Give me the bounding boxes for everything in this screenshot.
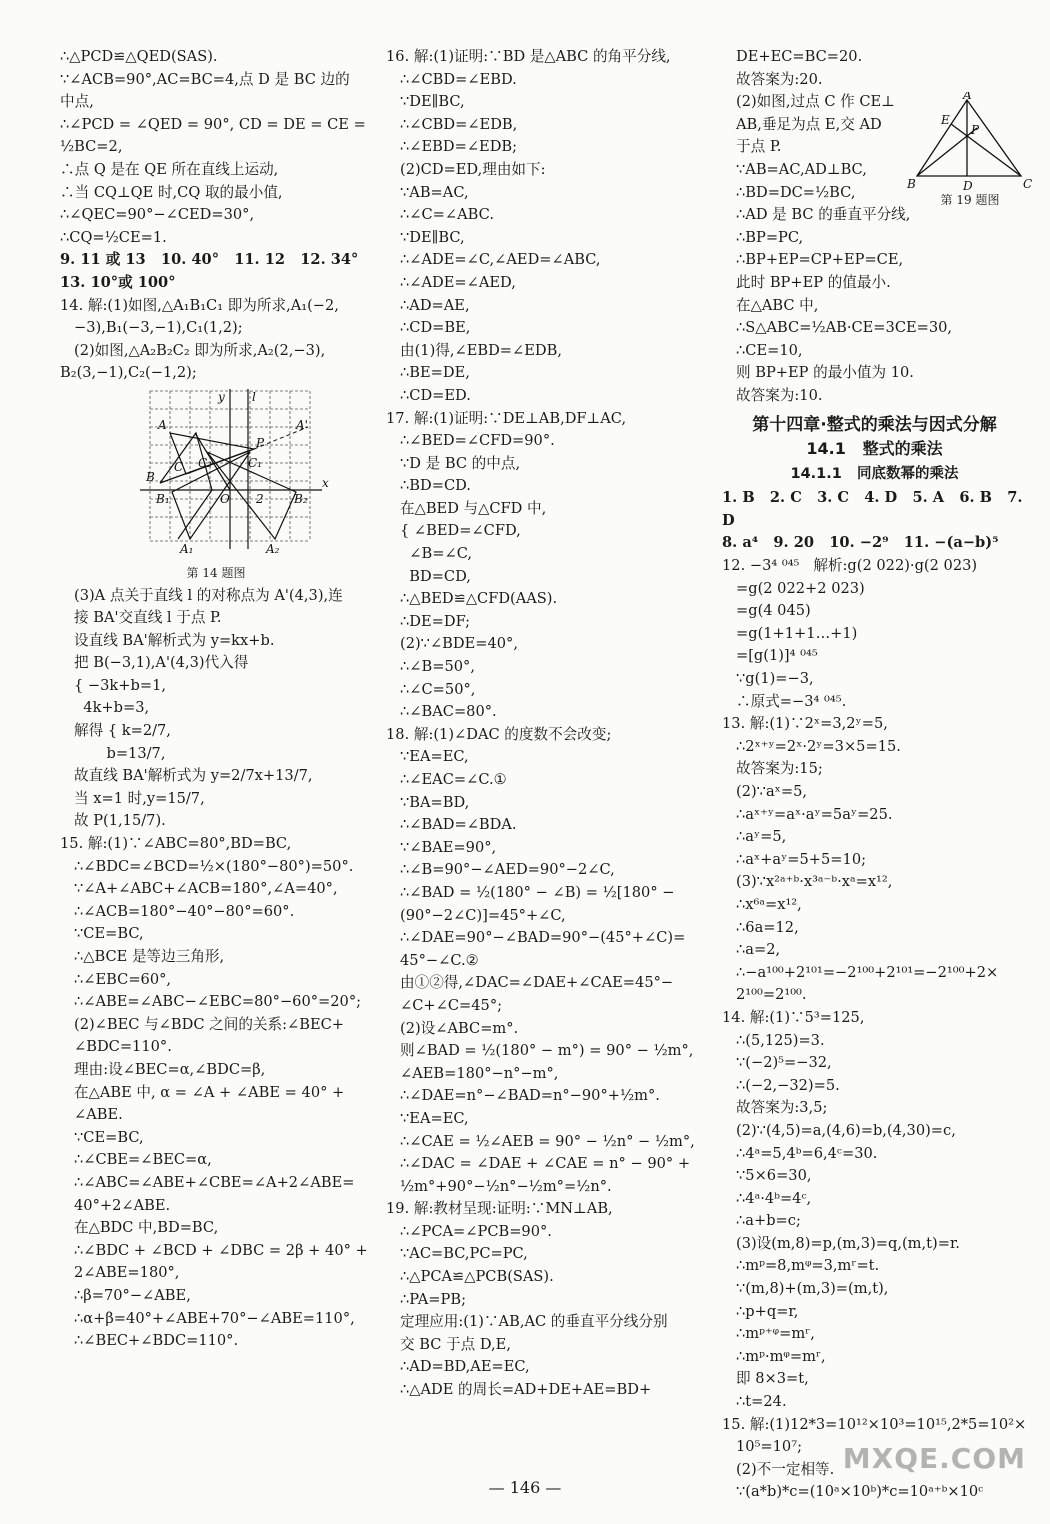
text-line: 在△BED 与△CFD 中, <box>400 499 547 517</box>
text-line: ∴CD=BE, <box>400 319 471 337</box>
text-line: (90°−2∠C)]=45°+∠C, <box>400 906 566 924</box>
question-18-start: 18. 解:(1)∠DAC 的度数不会改变; <box>386 725 612 743</box>
answer-line: 9. 11 或 13 10. 40° 11. 12 12. 34° <box>60 251 359 269</box>
text-line: ½m°+90°−½n°−½m°=½n°. <box>400 1177 612 1195</box>
text-line: 在△ABE 中, α = ∠A + ∠ABE = 40° + <box>74 1083 345 1101</box>
question-14-answer-start: 14. 解:(1)∵5³=125, <box>722 1008 865 1026</box>
text-line: 2∠ABE=180°, <box>74 1264 180 1282</box>
page-number: — 146 — <box>488 1478 562 1497</box>
text-line: ∴PA=PB; <box>400 1290 466 1308</box>
text-line: ∴α+β=40°+∠ABE+70°−∠ABE=110°, <box>74 1309 355 1327</box>
text-line: ∴mᵖ·mᵠ=mʳ, <box>736 1347 826 1365</box>
text-line: ∴∠B=90°−∠AED=90°−2∠C, <box>400 861 615 879</box>
text-line: =g(4 045) <box>736 602 811 620</box>
text-line: 故答案为:10. <box>736 386 823 404</box>
text-line: ∴AD=BD,AE=EC, <box>400 1358 530 1376</box>
text-line: AB,垂足为点 E,交 AD <box>736 115 882 133</box>
text-line: ∴△ADE 的周长=AD+DE+AE=BD+ <box>400 1381 652 1399</box>
text-line: ∵g(1)=−3, <box>736 670 814 688</box>
text-line: 故答案为:20. <box>736 70 823 88</box>
label-a-prime: A' <box>296 417 308 432</box>
text-line: ∴∠C=50°, <box>400 680 476 698</box>
text-line: ∴∠DAE=90°−∠BAD=90°−(45°+∠C)= <box>400 929 686 947</box>
text-line: 由①②得,∠DAC=∠DAE+∠CAE=45°− <box>400 974 674 992</box>
label-b2: B₂ <box>294 491 308 506</box>
text-line: ∴∠BAD = ½(180° − ∠B) = ½[180° − <box>400 883 675 901</box>
text-line: ∴∠ABE=∠ABC−∠EBC=80°−60°=20°; <box>74 993 362 1011</box>
text-line: ∴∠CBD=∠EDB, <box>400 115 518 133</box>
label-l: l <box>252 389 256 404</box>
label-b: B <box>146 469 155 484</box>
text-line: (2)不一定相等. <box>736 1460 835 1478</box>
text-line: ∴△PCA≌△PCB(SAS). <box>400 1268 554 1286</box>
text-line: ∴4ᵃ=5,4ᵇ=6,4ᶜ=30. <box>736 1144 878 1162</box>
text-line: ∵AC=BC,PC=PC, <box>400 1245 528 1263</box>
text-line: ∴AD 是 BC 的垂直平分线, <box>736 206 911 224</box>
text-line: (2)CD=ED,理由如下: <box>400 160 546 178</box>
figure-14-caption: 第 14 题图 <box>186 565 246 580</box>
text-line: (2)如图,△A₂B₂C₂ 即为所求,A₂(2,−3), <box>74 341 326 359</box>
watermark: MXQE.COM <box>842 1442 1026 1475</box>
text-line: ∴∠ADE=∠AED, <box>400 273 516 291</box>
equation-line: BD=CD, <box>400 567 471 585</box>
text-line: (3)设(m,8)=p,(m,3)=q,(m,t)=r. <box>736 1234 960 1252</box>
text-line: 故直线 BA'解析式为 y=2/7x+13/7, <box>74 767 313 785</box>
text-line: 当 x=1 时,y=15/7, <box>74 789 205 807</box>
text-line: ∴BP+EP=CP+EP=CE, <box>736 251 904 269</box>
text-line: 在△ABC 中, <box>736 296 819 314</box>
text-line: ∴−a¹⁰⁰+2¹⁰¹=−2¹⁰⁰+2¹⁰¹=−2¹⁰⁰+2× <box>736 963 999 981</box>
text-line: ∵AB=AC, <box>400 183 469 201</box>
text-line: ∴∠BAC=80°. <box>400 703 497 721</box>
text-line: 定理应用:(1)∵AB,AC 的垂直平分线分别 <box>400 1313 668 1331</box>
question-14-start: 14. 解:(1)如图,△A₁B₁C₁ 即为所求,A₁(−2, <box>60 296 339 314</box>
answer-line: 1. B 2. C 3. C 4. D 5. A 6. B 7. D <box>722 489 1028 529</box>
text-line: ∴∠BDC=∠BCD=½×(180°−80°)=50°. <box>74 857 354 875</box>
fig19-label-a: A <box>963 92 972 102</box>
text-line: ∵DE∥BC, <box>400 228 465 246</box>
fig19-label-b: B <box>907 177 916 191</box>
text-line: (3)∵x²ᵃ⁺ᵇ·x³ᵃ⁻ᵇ·xᵃ=x¹², <box>736 873 893 891</box>
text-line: ∴DE=DF; <box>400 612 471 630</box>
text-line: ½BC=2, <box>60 138 123 156</box>
text-line: ∴CD=ED. <box>400 386 471 404</box>
fig19-label-c: C <box>1023 177 1033 191</box>
text-line: 理由:设∠BEC=α,∠BDC=β, <box>74 1060 266 1078</box>
text-line: 即 8×3=t, <box>736 1370 809 1388</box>
label-x: x <box>322 475 329 490</box>
text-line: 故答案为:15; <box>736 760 823 778</box>
text-line: ∴∠CBE=∠BEC=α, <box>74 1151 212 1169</box>
text-line: ∴∠CBD=∠EBD. <box>400 70 517 88</box>
text-line: ∴当 CQ⊥QE 时,CQ 取的最小值, <box>60 183 283 201</box>
text-line: 2¹⁰⁰=2¹⁰⁰. <box>736 986 807 1004</box>
text-line: 故答案为:3,5; <box>736 1099 828 1117</box>
text-line: ∵CE=BC, <box>74 1128 144 1146</box>
text-line: ∵AB=AC,AD⊥BC, <box>736 160 867 178</box>
triangle-figure <box>905 92 1035 192</box>
text-line: ∴∠DAC = ∠DAE + ∠CAE = n° − 90° + <box>400 1155 691 1173</box>
text-line: ∴6a=12, <box>736 918 799 936</box>
text-line: ∴∠CAE = ½∠AEB = 90° − ½n° − ½m°, <box>400 1132 695 1150</box>
text-line: ∴∠BED=∠CFD=90°. <box>400 432 555 450</box>
coordinate-grid-figure <box>60 389 372 557</box>
question-12-start: 12. −3⁴ ⁰⁴⁵ 解析:g(2 022)·g(2 023) <box>722 557 978 575</box>
text-line: ∴x⁶ᵃ=x¹², <box>736 895 802 913</box>
text-line: ∴BP=PC, <box>736 228 804 246</box>
text-line: B₂(3,−1),C₂(−1,2); <box>60 364 197 382</box>
question-15-start: 15. 解:(1)∵∠ABC=80°,BD=BC, <box>60 835 292 853</box>
text-line: 则∠BAD = ½(180° − m°) = 90° − ½m°, <box>400 1042 694 1060</box>
text-line: ∴∠B=50°, <box>400 658 475 676</box>
text-line: ∴∠PCD = ∠QED = 90°, CD = DE = CE = <box>60 115 366 133</box>
text-line: (2)∵∠BDE=40°, <box>400 635 518 653</box>
text-line: ∴(−2,−32)=5. <box>736 1076 840 1094</box>
question-16-start: 16. 解:(1)证明:∵BD 是△ABC 的角平分线, <box>386 48 671 65</box>
text-line: ∵∠BAE=90°, <box>400 838 497 856</box>
text-line: DE+EC=BC=20. <box>736 48 863 65</box>
text-line: ∴∠BDC + ∠BCD + ∠DBC = 2β + 40° + <box>74 1241 368 1259</box>
text-line: =g(1+1+1…+1) <box>736 624 858 642</box>
text-line: ∵D 是 BC 的中点, <box>400 454 521 472</box>
text-line: 接 BA'交直线 l 于点 P. <box>74 609 222 627</box>
label-a2: A₂ <box>266 541 280 556</box>
question-15-answer-start: 15. 解:(1)12*3=10¹²×10³=10¹⁵,2*5=10²× <box>722 1415 1027 1433</box>
equation-line: 解得 { k=2/7, <box>74 722 171 740</box>
text-line: ∴β=70°−∠ABE, <box>74 1286 191 1304</box>
text-line: ∴2ˣ⁺ʸ=2ˣ·2ʸ=3×5=15. <box>736 737 901 755</box>
text-line: ∵5×6=30, <box>736 1167 812 1185</box>
text-line: ∴BD=CD. <box>400 477 471 495</box>
text-line: ∵DE∥BC, <box>400 93 465 111</box>
text-line: ∴△PCD≌△QED(SAS). <box>60 48 218 65</box>
text-line: ∴(5,125)=3. <box>736 1031 825 1049</box>
text-line: 中点, <box>60 93 94 111</box>
equation-line: 4k+b=3, <box>74 699 150 717</box>
text-line: ∵(−2)⁵=−32, <box>736 1054 832 1072</box>
equation-line: b=13/7, <box>74 744 166 762</box>
text-line: (2)∵(4,5)=a,(4,6)=b,(4,30)=c, <box>736 1121 956 1139</box>
equation-line: { ∠BED=∠CFD, <box>400 522 521 540</box>
text-line: 10⁵=10⁷; <box>736 1438 802 1456</box>
text-line: =[g(1)]⁴ ⁰⁴⁵ <box>736 647 818 665</box>
label-c: C <box>174 459 184 474</box>
text-line: ∴CQ=½CE=1. <box>60 228 167 246</box>
text-line: ∴aˣ⁺ʸ=aˣ·aʸ=5aʸ=25. <box>736 805 893 823</box>
triangles <box>160 433 296 539</box>
text-line: 45°−∠C.② <box>400 951 479 969</box>
text-line: 交 BC 于点 D,E, <box>400 1335 511 1353</box>
text-line: ∴S△ABC=½AB·CE=3CE=30, <box>736 319 953 337</box>
text-line: ∴∠ADE=∠C,∠AED=∠ABC, <box>400 251 601 269</box>
text-line: ∴BD=DC=½BC, <box>736 183 856 201</box>
figure-19 <box>905 92 1035 210</box>
answer-line: 13. 10°或 100° <box>60 273 176 291</box>
text-line: ∵EA=EC, <box>400 1109 469 1127</box>
chapter-title: 第十四章·整式的乘法与因式分解 <box>752 414 997 435</box>
text-line: ∴∠EBD=∠EDB; <box>400 138 518 156</box>
equation-line: { −3k+b=1, <box>74 676 167 694</box>
label-y: y <box>218 389 225 404</box>
text-line: 故 P(1,15/7). <box>74 812 166 830</box>
text-line: 在△BDC 中,BD=BC, <box>74 1219 219 1237</box>
fig19-label-d: D <box>963 179 973 192</box>
text-line: ∴∠ACB=180°−40°−80°=60°. <box>74 902 295 920</box>
text-line: (2)∠BEC 与∠BDC 之间的关系:∠BEC+ <box>74 1015 345 1033</box>
question-17-start: 17. 解:(1)证明:∵DE⊥AB,DF⊥AC, <box>386 409 627 427</box>
label-p: P <box>256 435 265 450</box>
text-line: 40°+2∠ABE. <box>74 1196 171 1214</box>
text-line: (2)设∠ABC=m°. <box>400 1019 519 1037</box>
text-line: 由(1)得,∠EBD=∠EDB, <box>400 341 562 359</box>
text-line: ∠ABE. <box>74 1106 123 1124</box>
label-a1: A₁ <box>180 541 194 556</box>
text-line: 把 B(−3,1),A'(4,3)代入得 <box>74 654 249 672</box>
answer-line: 8. a⁴ 9. 20 10. −2⁹ 11. −(a−b)⁵ <box>722 534 999 552</box>
text-line: ∴∠BEC+∠BDC=110°. <box>74 1332 239 1350</box>
text-line: ∠BDC=110°. <box>74 1038 172 1056</box>
text-line: ∴∠EAC=∠C.① <box>400 771 507 788</box>
text-line: (2)如图,过点 C 作 CE⊥ <box>736 93 895 111</box>
text-line: ∵BA=BD, <box>400 793 470 811</box>
text-line: 则 BP+EP 的最小值为 10. <box>736 364 914 382</box>
fig19-label-e: E <box>941 113 950 127</box>
text-line: ∵∠A+∠ABC+∠ACB=180°,∠A=40°, <box>74 880 338 898</box>
text-line: ∴4ᵃ·4ᵇ=4ᶜ, <box>736 1189 812 1207</box>
figure-14 <box>60 389 372 581</box>
text-line: ∴mᵖ⁺ᵠ=mʳ, <box>736 1325 815 1343</box>
text-line: ∴t=24. <box>736 1393 787 1411</box>
question-19-start: 19. 解:教材呈现:证明:∵MN⊥AB, <box>386 1200 613 1218</box>
label-b1: B₁ <box>156 491 170 506</box>
subsection-title: 14.1.1 同底数幂的乘法 <box>790 465 959 482</box>
text-line: ∵∠ACB=90°,AC=BC=4,点 D 是 BC 边的 <box>60 70 350 88</box>
text-line: 于点 P. <box>736 138 782 156</box>
fig19-label-p: P <box>971 123 980 137</box>
text-line: ∴mᵖ=8,mᵠ=3,mʳ=t. <box>736 1257 880 1275</box>
text-line: ∵(m,8)+(m,3)=(m,t), <box>736 1280 889 1298</box>
text-line: ∴∠EBC=60°, <box>74 970 172 988</box>
column-right <box>722 46 1027 1504</box>
section-title: 14.1 整式的乘法 <box>806 439 943 459</box>
text-line: ∴aˣ+aʸ=5+5=10; <box>736 850 867 868</box>
text-line: ∴∠QEC=90°−∠CED=30°, <box>60 206 255 224</box>
text-line: ∴a=2, <box>736 941 781 959</box>
text-line: ∴∠ABC=∠ABE+∠CBE=∠A+2∠ABE= <box>74 1173 355 1191</box>
text-line: ∵(a*b)*c=(10ᵃ×10ᵇ)*c=10ᵃ⁺ᵇ×10ᶜ <box>736 1483 984 1501</box>
text-line: ∴点 Q 是在 QE 所在直线上运动, <box>60 160 279 178</box>
text-line: ∴BE=DE, <box>400 364 470 382</box>
text-line: ∴∠C=∠ABC. <box>400 206 494 224</box>
text-line: ∴△BCE 是等边三角形, <box>74 948 225 965</box>
text-line: ∴∠PCA=∠PCB=90°. <box>400 1222 552 1240</box>
figure-19-caption: 第 19 题图 <box>940 193 1000 207</box>
text-line: ∴CE=10, <box>736 341 803 359</box>
text-line: ∵CE=BC, <box>74 925 144 943</box>
label-c1: C₁ <box>248 455 262 470</box>
text-line: (2)∵aˣ=5, <box>736 783 807 800</box>
text-line: ∠AEB=180°−n°−m°, <box>400 1064 559 1082</box>
text-line: =g(2 022+2 023) <box>736 579 865 597</box>
text-line: (3)A 点关于直线 l 的对称点为 A'(4,3),连 <box>74 586 343 604</box>
text-line: ∴p+q=r, <box>736 1302 799 1320</box>
label-o: O <box>220 491 230 506</box>
text-line: −3),B₁(−3,−1),C₁(1,2); <box>74 319 243 337</box>
text-line: ∵EA=EC, <box>400 748 469 766</box>
text-line: ∴a+b=c; <box>736 1212 801 1230</box>
label-tick-2: 2 <box>256 491 264 506</box>
text-line: ∴∠DAE=n°−∠BAD=n°−90°+½m°. <box>400 1087 660 1105</box>
text-line: 设直线 BA'解析式为 y=kx+b. <box>74 631 275 649</box>
column-middle <box>386 46 706 1402</box>
text-line: ∴原式=−3⁴ ⁰⁴⁵. <box>736 692 847 710</box>
question-13-start: 13. 解:(1)∵2ˣ=3,2ʸ=5, <box>722 715 888 733</box>
column-left <box>60 46 372 1353</box>
label-c2: C₂ <box>198 455 212 470</box>
label-a: A <box>158 417 167 432</box>
text-line: ∴AD=AE, <box>400 296 470 314</box>
text-line: ∠C+∠C=45°; <box>400 996 503 1014</box>
text-line: 此时 BP+EP 的值最小. <box>736 273 891 291</box>
text-line: ∴∠BAD=∠BDA. <box>400 816 517 834</box>
text-line: ∴aʸ=5, <box>736 828 787 846</box>
text-line: ∴△BED≌△CFD(AAS). <box>400 590 558 608</box>
equation-line: ∠B=∠C, <box>400 545 472 563</box>
